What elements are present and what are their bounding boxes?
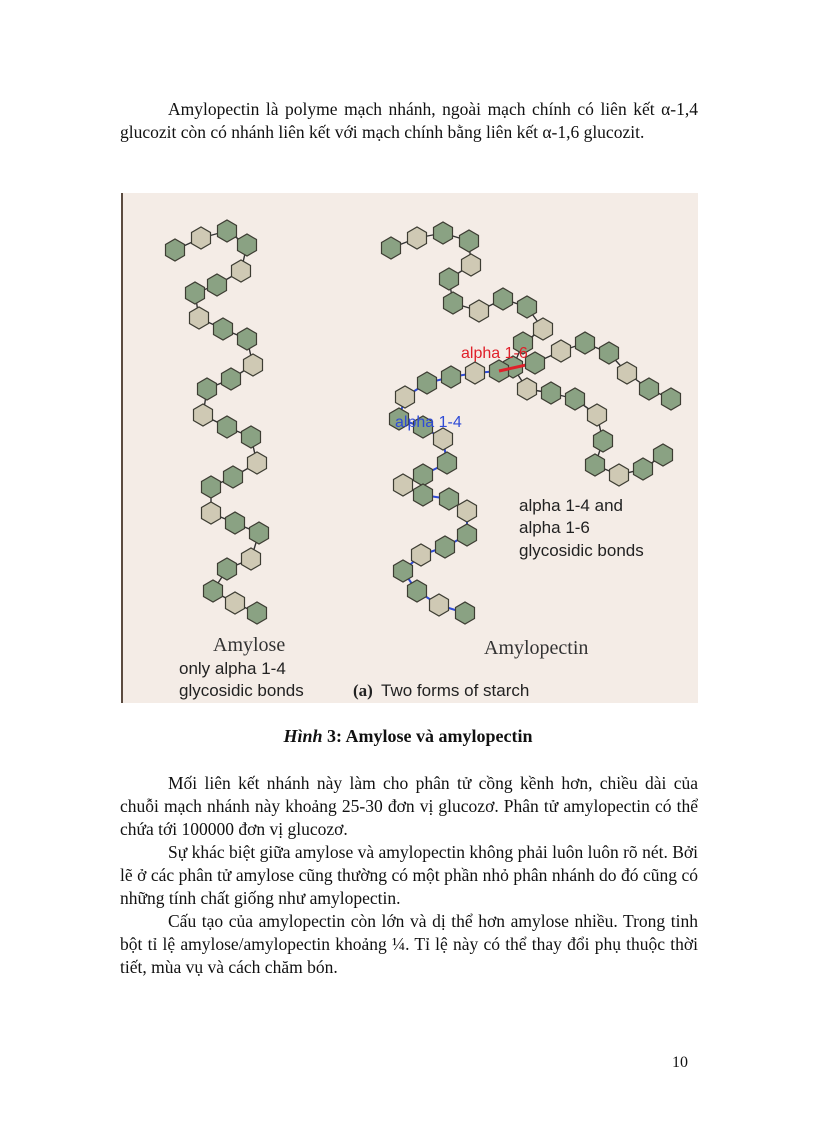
- amylopectin-branch2-ring: [576, 332, 595, 354]
- amylopectin-branch-ring: [414, 464, 433, 486]
- amylopectin-main-ring: [594, 430, 613, 452]
- caption-prefix: Hình: [283, 726, 323, 746]
- figure-inner-caption: Two forms of starch: [381, 681, 530, 700]
- amylopectin-branch2-ring: [552, 340, 571, 362]
- amylose-ring: [190, 307, 209, 329]
- amylose-ring: [248, 602, 267, 624]
- amylopectin-main-ring: [462, 254, 481, 276]
- amylopectin-branch2-ring: [640, 378, 659, 400]
- figure-caption: [0, 726, 816, 747]
- amylose-ring: [194, 404, 213, 426]
- amylopectin-main-ring: [408, 227, 427, 249]
- amylose-ring: [186, 282, 205, 304]
- amylose-ring: [238, 328, 257, 350]
- starch-diagram: [123, 193, 698, 703]
- amylopectin-branch-ring: [430, 594, 449, 616]
- amylopectin-main-ring: [518, 378, 537, 400]
- amylopectin-main-ring: [460, 230, 479, 252]
- amylopectin-branch-ring: [414, 484, 433, 506]
- amylose-sub-label-1: only alpha 1-4: [179, 659, 286, 678]
- amylose-ring: [248, 452, 267, 474]
- amylopectin-main-ring: [434, 222, 453, 244]
- amylose-ring: [204, 580, 223, 602]
- alpha14-label: alpha 1-4: [395, 414, 462, 431]
- caption-text: 3: Amylose và amylopectin: [322, 726, 533, 746]
- amylopectin-branch-ring: [456, 602, 475, 624]
- amylopectin-main-ring: [494, 288, 513, 310]
- amylose-ring: [242, 426, 261, 448]
- amylopectin-branch-ring: [394, 560, 413, 582]
- starch-figure: [121, 193, 698, 703]
- amylose-ring: [166, 239, 185, 261]
- amylopectin-branch-ring: [434, 428, 453, 450]
- amylopectin-branch-ring: [442, 366, 461, 388]
- paragraph-structure: Cấu tạo của amylopectin còn lớn và dị thể hơn amylose nhiều. Trong tinh bột tỉ lệ amylose/amylopectin khoảng ¼. Tỉ lệ này có thể thay đổi phụ thuộc thời tiết, mùa vụ và cách chăm bón.: [120, 911, 698, 977]
- bonds-label-line2: alpha 1-6: [519, 518, 590, 537]
- amylopectin-main-ring: [440, 268, 459, 290]
- amylopectin-main-ring: [444, 292, 463, 314]
- amylopectin-branch-ring: [458, 500, 477, 522]
- amylopectin-main-ring: [586, 454, 605, 476]
- amylose-ring: [250, 522, 269, 544]
- amylose-ring: [214, 318, 233, 340]
- amylose-ring: [202, 502, 221, 524]
- amylopectin-main-ring: [470, 300, 489, 322]
- amylopectin-branch-ring: [458, 524, 477, 546]
- amylose-ring: [222, 368, 241, 390]
- amylopectin-main-ring: [534, 318, 553, 340]
- amylopectin-main-ring: [518, 296, 537, 318]
- amylopectin-main-ring: [542, 382, 561, 404]
- amylose-label: Amylose: [213, 634, 286, 656]
- amylopectin-branch2-ring: [662, 388, 681, 410]
- amylopectin-main-ring: [610, 464, 629, 486]
- amylopectin-main-ring: [382, 237, 401, 259]
- amylopectin-branch-ring: [440, 488, 459, 510]
- amylose-ring: [218, 220, 237, 242]
- amylopectin-branch-ring: [418, 372, 437, 394]
- amylose-ring: [202, 476, 221, 498]
- paragraph-branch: Mối liên kết nhánh này làm cho phân tử cồng kềnh hơn, chiều dài của chuỗi mạch nhánh này khoảng 25-30 đơn vị glucozơ. Phân tử amylopectin có thể chứa tới 100000 đơn vị glucozơ.: [120, 773, 698, 839]
- part-label: (a): [353, 681, 373, 700]
- amylose-ring: [198, 378, 217, 400]
- amylose-ring: [218, 558, 237, 580]
- amylopectin-branch-ring: [412, 544, 431, 566]
- amylopectin-label: Amylopectin: [484, 637, 589, 659]
- amylopectin-branch2-ring: [600, 342, 619, 364]
- bonds-label-line1: alpha 1-4 and: [519, 496, 623, 515]
- amylopectin-branch-ring: [436, 536, 455, 558]
- amylose-ring: [192, 227, 211, 249]
- amylose-sub-label-2: glycosidic bonds: [179, 681, 304, 700]
- amylose-ring: [226, 512, 245, 534]
- paragraph-intro: Amylopectin là polyme mạch nhánh, ngoài mạch chính có liên kết α-1,4 glucozit còn có nhánh liên kết với mạch chính bằng liên kết α-1,6 glucozit.: [120, 99, 698, 142]
- amylopectin-main-ring: [588, 404, 607, 426]
- amylose-ring: [224, 466, 243, 488]
- amylopectin-main-ring: [654, 444, 673, 466]
- page-number: 10: [672, 1054, 688, 1071]
- alpha16-label: alpha 1-6: [461, 345, 528, 362]
- paragraph-difference: Sự khác biệt giữa amylose và amylopectin không phải luôn luôn rõ nét. Bởi lẽ ở các phân tử amylose cũng thường có một phần nhỏ phân nhánh do đó cũng có những tính chất giống như amylopectin.: [120, 842, 698, 908]
- amylopectin-main-ring: [634, 458, 653, 480]
- amylose-ring: [244, 354, 263, 376]
- amylopectin-branch-ring: [466, 362, 485, 384]
- amylose-ring: [242, 548, 261, 570]
- amylopectin-main-ring: [566, 388, 585, 410]
- amylopectin-branch-ring: [408, 580, 427, 602]
- amylopectin-branch2-ring: [526, 352, 545, 374]
- amylose-ring: [238, 234, 257, 256]
- bonds-label-line3: glycosidic bonds: [519, 541, 644, 560]
- amylopectin-branch-ring: [438, 452, 457, 474]
- amylose-ring: [218, 416, 237, 438]
- amylose-ring: [232, 260, 251, 282]
- amylopectin-branch-ring: [394, 474, 413, 496]
- amylopectin-branch-ring: [396, 386, 415, 408]
- amylose-ring: [226, 592, 245, 614]
- amylopectin-branch2-ring: [618, 362, 637, 384]
- amylose-ring: [208, 274, 227, 296]
